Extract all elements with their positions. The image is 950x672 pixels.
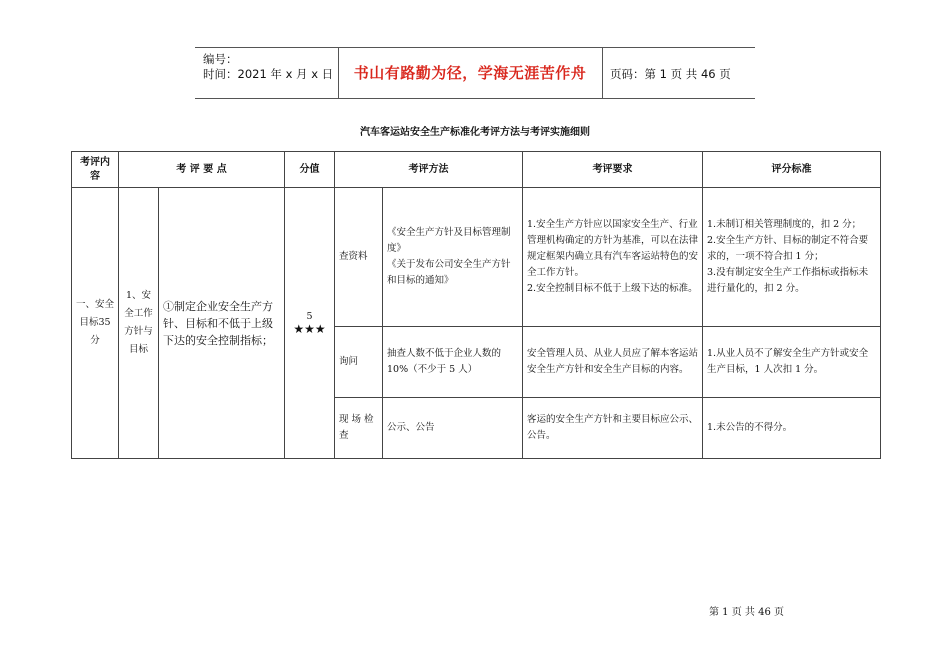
header-meta (203, 52, 333, 82)
method-type-cell: 查资料 (335, 188, 383, 327)
header-divider (602, 48, 603, 98)
score-stars: ★★★ (293, 321, 326, 336)
serial-label: 编号： (203, 52, 238, 66)
header-score: 分值 (285, 152, 335, 188)
header-requirement: 考评要求 (523, 152, 703, 188)
method-type-cell: 询问 (335, 327, 383, 398)
subcategory-cell: 1、安全工作方针与目标 (119, 188, 159, 459)
score-cell (285, 188, 335, 459)
point-cell: ①制定企业安全生产方针、目标和不低于上级下达的安全控制指标； (159, 188, 285, 459)
requirement-cell: 客运的安全生产方针和主要目标应公示、公告。 (523, 398, 703, 459)
standard-cell: 1.从业人员不了解安全生产方针或安全生产目标，1 人次扣 1 分。 (703, 327, 881, 398)
category-cell: 一、安全目标35分 (72, 188, 119, 459)
method-detail-cell: 《安全生产方针及目标管理制度》 《关于发布公司安全生产方针和目标的通知》 (383, 188, 523, 327)
standard-cell: 1.未制订相关管理制度的，扣 2 分； 2.安全生产方针、目标的制定不符合要求的，一项不符合扣 1 分； 3.没有制定安全生产工作指标或指标未进行量化的，扣 2 分。 (703, 188, 881, 327)
method-detail-cell: 公示、公告 (383, 398, 523, 459)
table-row (72, 188, 881, 327)
method-detail-cell: 抽查人数不低于企业人数的 10%（不少于 5 人） (383, 327, 523, 398)
standard-cell: 1.未公告的不得分。 (703, 398, 881, 459)
header-standard: 评分标准 (703, 152, 881, 188)
evaluation-table (71, 151, 881, 459)
requirement-cell: 安全管理人员、从业人员应了解本客运站安全生产方针和安全生产目标的内容。 (523, 327, 703, 398)
score-value: 5 (306, 310, 313, 322)
header-points: 考 评 要 点 (119, 152, 285, 188)
document-title: 汽车客运站安全生产标准化考评方法与考评实施细则 (360, 127, 590, 138)
table-header-row (72, 152, 881, 188)
page-footer: 第 1 页 共 46 页 (709, 607, 784, 618)
date-text: 时间：2021 年 x 月 x 日 (203, 67, 334, 81)
page-header (195, 47, 755, 99)
header-method: 考评方法 (335, 152, 523, 188)
requirement-cell: 1.安全生产方针应以国家安全生产、行业管理机构确定的方针为基准，可以在法律规定框架内确立具有汽车客运站特色的安全工作方针。 2.安全控制目标不低于上级下达的标准。 (523, 188, 703, 327)
method-type-cell: 现 场 检 查 (335, 398, 383, 459)
header-motto: 书山有路勤为径，学海无涯苦作舟 (353, 64, 587, 82)
header-content: 考评内容 (72, 152, 119, 188)
header-page-number: 页码：第 1 页 共 46 页 (610, 67, 731, 81)
